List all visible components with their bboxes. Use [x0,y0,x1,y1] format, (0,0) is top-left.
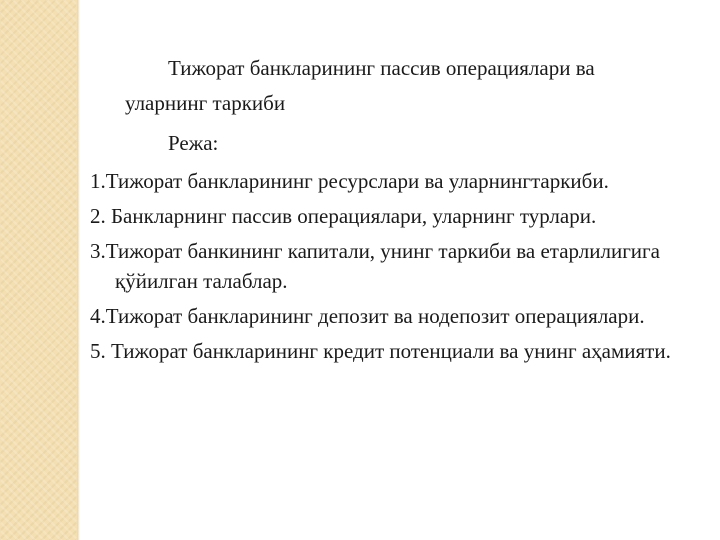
slide-title-line-2: уларнинг таркиби [125,91,286,115]
slide-content [80,0,720,540]
plan-item-1: 1.Тижорат банкларининг ресурслари ва уларнингтаркиби. [90,169,609,193]
plan-item-2: 2. Банкларнинг пассив операциялари, уларнинг турлари. [90,204,597,228]
decorative-sidebar [0,0,77,540]
plan-item-3: 3.Тижорат банкининг капитали, унинг таркиби ва етарлилигига қўйилган талаблар. [90,239,660,293]
plan-item-4: 4.Тижорат банкларининг депозит ва нодепозит операциялари. [90,304,645,328]
slide-title-line-1: Тижорат банкларининг пассив операциялари ва [168,56,595,80]
plan-label: Режа: [168,131,219,155]
plan-list [90,166,710,371]
plan-item-5: 5. Тижорат банкларининг кредит потенциали ва унинг аҳамияти. [90,339,671,363]
